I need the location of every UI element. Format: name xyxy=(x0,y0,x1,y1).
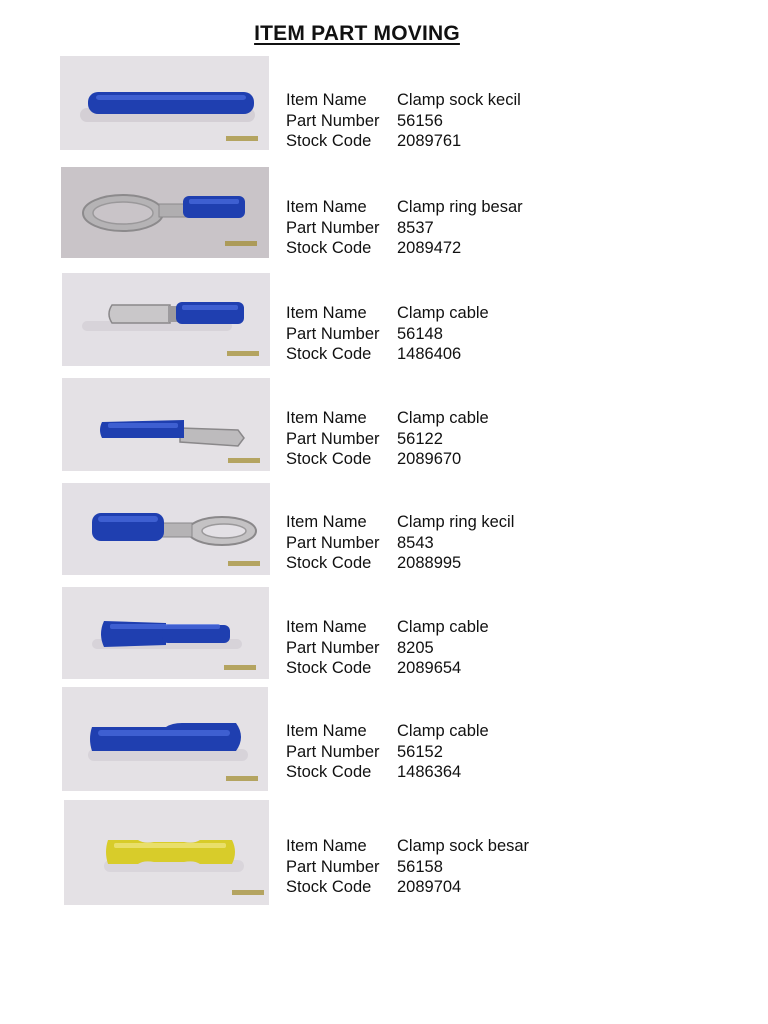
item-details xyxy=(286,617,489,679)
part-number-value: 56158 xyxy=(397,857,443,876)
part-number-value: 56152 xyxy=(397,742,443,761)
stock-code-label: Stock Code xyxy=(286,659,372,677)
item-details xyxy=(286,836,529,898)
item-name-label: Item Name xyxy=(286,618,367,636)
item-details xyxy=(286,721,489,783)
stock-code-label: Stock Code xyxy=(286,132,372,150)
item-details xyxy=(286,512,514,574)
stock-code-value: 1486406 xyxy=(397,345,462,363)
stock-code-label: Stock Code xyxy=(286,239,372,257)
item-details xyxy=(286,197,523,259)
item-name-value: Clamp cable xyxy=(397,409,489,427)
item-name-label: Item Name xyxy=(286,409,367,427)
blue-ring-terminal-large-icon xyxy=(61,167,269,258)
item-details xyxy=(286,408,489,470)
blue-bullet-connector-icon xyxy=(62,273,270,366)
part-number-value: 56156 xyxy=(397,111,443,130)
part-number-label: Part Number xyxy=(286,638,380,657)
item-name-label: Item Name xyxy=(286,722,367,740)
item-name-value: Clamp cable xyxy=(397,304,489,322)
part-number-label: Part Number xyxy=(286,857,380,876)
blue-butt-connector-icon xyxy=(60,56,269,150)
item-name-label: Item Name xyxy=(286,304,367,322)
part-number-label: Part Number xyxy=(286,324,380,343)
part-number-label: Part Number xyxy=(286,218,380,237)
part-number-label: Part Number xyxy=(286,111,380,130)
blue-spade-terminal-icon xyxy=(62,378,270,471)
item-name-value: Clamp sock besar xyxy=(397,837,530,855)
page-title-text: ITEM PART MOVING xyxy=(254,22,460,45)
item-details xyxy=(286,90,521,152)
part-number-value: 8205 xyxy=(397,638,434,657)
stock-code-value: 2088995 xyxy=(397,554,462,572)
stock-code-label: Stock Code xyxy=(286,450,372,468)
stock-code-value: 2089704 xyxy=(397,878,462,896)
blue-stepped-butt-connector-icon xyxy=(62,687,268,791)
stock-code-label: Stock Code xyxy=(286,878,372,896)
item-name-label: Item Name xyxy=(286,91,367,109)
stock-code-value: 2089670 xyxy=(397,450,462,468)
blue-female-disconnect-icon xyxy=(62,587,269,679)
blue-ring-terminal-small-icon xyxy=(62,483,270,575)
stock-code-label: Stock Code xyxy=(286,345,372,363)
part-number-value: 8543 xyxy=(397,533,434,552)
item-details xyxy=(286,303,489,365)
stock-code-value: 2089654 xyxy=(397,659,462,677)
part-number-label: Part Number xyxy=(286,533,380,552)
stock-code-value: 1486364 xyxy=(397,763,462,781)
part-number-label: Part Number xyxy=(286,742,380,761)
stock-code-label: Stock Code xyxy=(286,763,372,781)
item-name-value: Clamp sock kecil xyxy=(397,91,521,109)
item-name-label: Item Name xyxy=(286,198,367,216)
page-title xyxy=(0,22,714,46)
stock-code-label: Stock Code xyxy=(286,554,372,572)
part-number-label: Part Number xyxy=(286,429,380,448)
stock-code-value: 2089472 xyxy=(397,239,462,257)
item-name-value: Clamp cable xyxy=(397,618,489,636)
part-number-value: 56122 xyxy=(397,429,443,448)
part-number-value: 56148 xyxy=(397,324,443,343)
item-name-value: Clamp cable xyxy=(397,722,489,740)
item-name-value: Clamp ring kecil xyxy=(397,513,515,531)
item-name-value: Clamp ring besar xyxy=(397,198,523,216)
item-name-label: Item Name xyxy=(286,837,367,855)
item-name-label: Item Name xyxy=(286,513,367,531)
stock-code-value: 2089761 xyxy=(397,132,462,150)
yellow-butt-connector-icon xyxy=(64,800,269,905)
part-number-value: 8537 xyxy=(397,218,434,237)
